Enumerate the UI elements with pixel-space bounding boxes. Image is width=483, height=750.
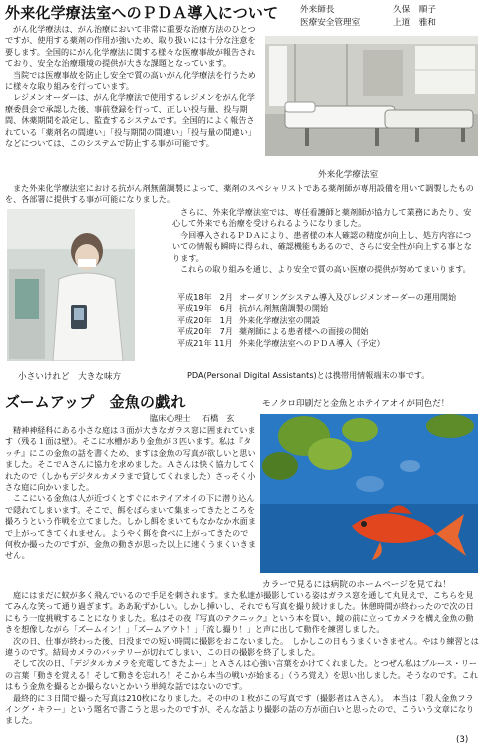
goldfish-photo-caption: カラーで見るには病院のホームページを見てね！	[262, 580, 451, 590]
article1-paragraph: 当院では医療事故を防止し安全で質の高いがん化学療法を行うために様々な取り組みを行っています。	[5, 69, 256, 92]
article1-paragraph: がん化学療法は、がん治療において非常に重要な治療方法のひとつですが、使用する薬剤の作用が強いため、取り扱いには十分な注意を要します。全国的にがん化学療法に関する様々な医療事故が報告されており、安全な治療環境の提供が大きな課題となっています。	[5, 24, 256, 69]
article2-paragraph: そして次の日、「デジタルカメラを充電してきたよー」とＡさんは心強い言葉をかけてくれました。とつぜん私はブルース・リーの言葉「動きを覚える！そして動きを忘れろ！そこから本当の戦いが始まる」（うろ覚え）を思い出しました。そうなのです。これはもう金魚を撮るとか撮らないとかいう単純な話ではないのです。	[5, 658, 478, 692]
article1-right-text	[172, 207, 478, 275]
schedule-row	[177, 303, 477, 314]
article1-paragraph: これらの取り組みを通じ、より安全で質の高い医療の提供が努めてまいります。	[180, 264, 471, 275]
goldfish-photo	[260, 414, 478, 573]
schedule-date: 平成20年 1月	[177, 314, 233, 325]
author2-name: 上道 雅和	[393, 18, 436, 28]
schedule-row	[177, 315, 477, 326]
author2-role: 医療安全管理室	[300, 18, 361, 28]
pda-nurse-illustration	[7, 209, 135, 361]
article2-author-name: 石橋 玄	[202, 413, 235, 423]
article2-author-role: 臨床心理士	[150, 413, 191, 423]
article1-title: 外来化学療法室へのＰＤＡ導入について	[5, 4, 279, 22]
photo1-caption: 外来化学療法室	[318, 170, 379, 180]
schedule-event: 抗がん剤無菌調製の開始	[239, 303, 329, 314]
goldfish-photo-label: モノクロ印刷だと金魚とホテイアオイが同色だ！	[262, 399, 450, 409]
schedule-date: 平成18年 2月	[177, 292, 233, 302]
chemotherapy-room-illustration	[265, 36, 478, 156]
author1-role: 外来師長	[300, 5, 335, 15]
page-number: (3)	[456, 735, 469, 745]
article2-paragraph: ここにいる金魚は人が近づくとすぐにホテイアオイの下に潜り込んで隠れてしまいます。そこで、餌をばらまいて集まってきたところを撮ろうという作戦を立てました。しかし餌をまいてもなかなか水面まで上がってきてくれません。ようやく餌を食べに上がってきたので何枚か撮ったのですが、金魚の動きが思った以上に速くうまくいきません。	[5, 493, 256, 561]
article1-paragraph: さらに、外来化学療法室では、専任看護師と薬剤師が協力して業務にあたり、安心して外来でも治療を受けられるようになりました。	[172, 207, 472, 229]
schedule-event: 外来化学療法室の開設	[239, 314, 320, 325]
article1-paragraph: 今回導入されるＰＤＡにより、患者様の本人確認の精度が向上し、処方内容についての情報も瞬時に得られ、確認機能もあるので、さらに安全性が向上する事となります。	[172, 229, 472, 263]
schedule-list	[177, 292, 477, 349]
schedule-row	[177, 338, 477, 349]
article2-left-text	[5, 425, 256, 562]
pda-note: PDA(Personal Digital Assistants)とは携帯用情報端末の事です。	[187, 370, 430, 380]
article1-authors	[300, 4, 480, 30]
pda-nurse-photo	[7, 209, 135, 361]
photo2-caption: 小さいけれど 大きな味方	[18, 372, 122, 382]
article2-paragraph: 最終的に３日間で撮った写真は210枚になりました。その中の１枚がこの写真です（撮影者はＡさん）。 本当は「殺人金魚フライング・キラー」という題名で書こうと思ったのですが、そんな話より撮影の話の方が面白いと思ったので、こういう文章になりました。	[5, 692, 475, 726]
article2-paragraph: 精神神経科にある小さな庭は３面が大きなガラス窓に囲まれています（残る１面は壁）。そこに水槽があり金魚が３匹います。私は『タッチ』にこの金魚の話を書くため、ますは金魚の写真が欲しいと思いました。そこでＡさんに協力を求めました。Ａさんは快く協力してくれたので（しかもデジタルカメラまで貸してくれました）さっそく小さな庭に向かいました。	[5, 425, 256, 493]
schedule-event: 薬剤師による患者様への面接の開始	[239, 326, 369, 337]
article2-title: ズームアップ 金魚の戯れ	[5, 393, 186, 411]
goldfish-illustration	[260, 414, 478, 573]
schedule-date: 平成20年 7月	[177, 326, 233, 337]
schedule-row	[177, 292, 477, 303]
article2-full-text	[5, 590, 479, 727]
schedule-date: 平成21年 11月	[177, 337, 233, 348]
article2-author	[150, 413, 234, 424]
article2-paragraph: 次の日、仕事が終わった後、日没までの短い時間に撮影をおこないました。 しかしこの日もうまくいきません。やはり練習とは違うのです。結局カメラのバッテリーが切れてしまい、この日の撮影を終了しました。	[5, 635, 479, 658]
schedule-event: オーダリングシステム導入及びレジメンオーダーの運用開始	[239, 292, 457, 302]
chemotherapy-room-photo	[265, 36, 478, 156]
schedule-event: 外来化学療法室へのＰＤＡ導入（予定）	[239, 337, 385, 348]
article1-paragraph: レジメンオーダーは、がん化学療法で使用するレジメンをがん化学療委員会で承認した後、事前登録を行って、正しい投与量、投与期間、休薬期間を設定し、監査するシステムです。全国的によく報告されている「薬剤名の間違い」「投与期間の間違い」「投与量の間違い」などについては、このシステムで防止する事が可能です。	[5, 92, 256, 149]
article1-paragraph: また外来化学療法室における抗がん剤無菌調製によって、薬剤のスペシャリストである薬剤師が専用設備を用いて調製したものを、各部署に提供する事が可能になりました。	[5, 183, 474, 205]
schedule-row	[177, 326, 477, 337]
article1-left-text	[5, 24, 261, 149]
article2-paragraph: 庭にはまだに蚊が多く飛んでいるので手足を刺されます。また私達が撮影している姿はガラス窓を通して丸見えで、こちらを見てみんな笑って通り過ぎます。ああ恥ずかしい。しかし挿いし、それでも写真を撮り続けました。休憩時間が終わったので次の日にもう一度挑戦することになりました。私はその夜『写真のテクニック』という本を買い、鏡の前に立ってカメラを構え金魚の動きを想像しながら「ズームイン！」「ズームアウト！」「流し撮り！」と声に出して動作を練習しました。	[5, 590, 474, 635]
article1-full-text	[5, 183, 479, 206]
author1-name: 久保 順子	[393, 5, 436, 15]
schedule-date: 平成19年 6月	[177, 303, 233, 314]
